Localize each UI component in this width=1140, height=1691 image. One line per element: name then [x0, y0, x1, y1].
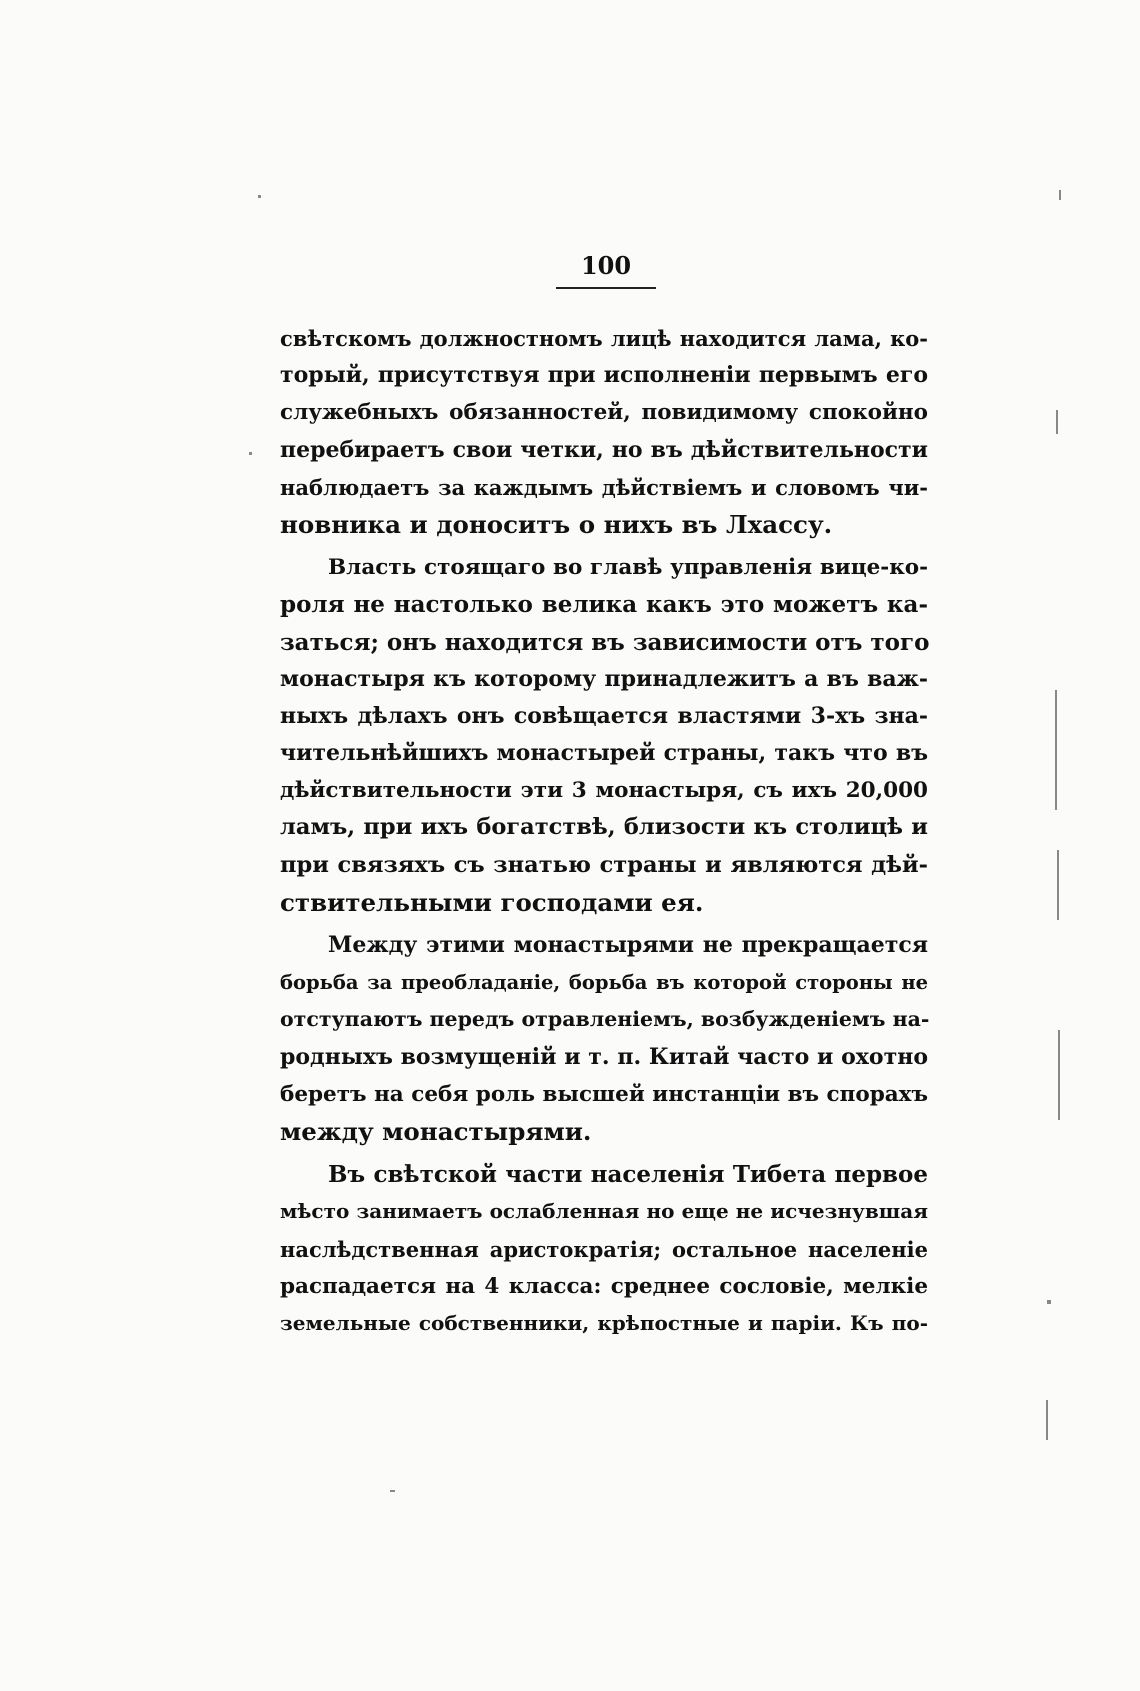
text-line: Между этими монастырями не прекращается — [328, 932, 928, 958]
scan-speck — [1056, 410, 1058, 434]
text-line: земельные собственники, крѣпостные и паріи. Къ по- — [280, 1310, 928, 1335]
text-line: мѣсто занимаетъ ослабленная но еще не исчезнувшая — [280, 1199, 928, 1224]
text-line: дѣйствительности эти 3 монастыря, съ ихъ 20,000 — [280, 778, 928, 804]
text-line: беретъ на себя роль высшей инстанціи въ спорахъ — [280, 1081, 928, 1107]
text-line: распадается на 4 класса: среднее сословіе, мелкіе — [280, 1273, 928, 1299]
text-line: перебираетъ свои четки, но въ дѣйствительности — [280, 436, 928, 463]
paragraph-4 — [280, 1156, 928, 1342]
text-line: между монастырями. — [280, 1116, 592, 1146]
text-line: при связяхъ съ знатью страны и являются дѣй- — [280, 851, 928, 878]
text-line: роля не настолько велика какъ это можетъ ка- — [280, 591, 928, 619]
text-line: монастыря къ которому принадлежитъ а въ важ- — [280, 665, 928, 692]
page-number: 100 — [580, 251, 632, 280]
scan-speck — [1058, 1030, 1060, 1120]
text-line: отступаютъ передъ отравленіемъ, возбужденіемъ на- — [280, 1007, 930, 1032]
text-line: Власть стоящаго во главѣ управленія вице-ко- — [328, 555, 928, 581]
scan-speck — [1057, 850, 1059, 920]
text-line: наблюдаетъ за каждымъ дѣйствіемъ и словомъ чи- — [280, 474, 928, 500]
paragraph-2 — [280, 549, 928, 921]
scan-speck — [1059, 190, 1061, 200]
text-line: ствительными господами ея. — [280, 887, 704, 917]
text-line: Въ свѣтской части населенія Тибета первое — [328, 1161, 928, 1189]
header-rule — [556, 287, 656, 289]
text-line: чительнѣйшихъ монастырей страны, такъ что въ — [280, 740, 928, 767]
text-line: родныхъ возмущеній и т. п. Китай часто и охотно — [280, 1043, 928, 1070]
text-line: ламъ, при ихъ богатствѣ, близости къ столицѣ и — [280, 814, 928, 841]
text-line: ныхъ дѣлахъ онъ совѣщается властями 3-хъ зна- — [280, 702, 928, 729]
body-text — [280, 320, 928, 1342]
text-line: торый, присутствуя при исполненіи первымъ его — [280, 362, 928, 389]
paragraph-3 — [280, 927, 928, 1150]
paragraph-1 — [280, 320, 928, 543]
scan-speck — [249, 452, 252, 455]
scan-speck — [1046, 1400, 1048, 1440]
text-line: заться; онъ находится въ зависимости отъ того — [280, 628, 930, 656]
scan-speck — [1055, 690, 1057, 810]
text-line: новника и доноситъ о нихъ въ Лхассу. — [280, 509, 833, 539]
scan-speck — [258, 195, 261, 198]
page-header — [556, 252, 656, 280]
text-line: наслѣдственная аристократія; остальное населеніе — [280, 1236, 928, 1262]
scan-speck — [390, 1490, 395, 1492]
text-line: борьба за преобладаніе, борьба въ которой стороны не — [280, 971, 928, 995]
text-line: служебныхъ обязанностей, повидимому спокойно — [280, 400, 928, 426]
text-line: свѣтскомъ должностномъ лицѣ находится лама, ко- — [280, 326, 928, 351]
scan-speck — [1047, 1300, 1051, 1304]
